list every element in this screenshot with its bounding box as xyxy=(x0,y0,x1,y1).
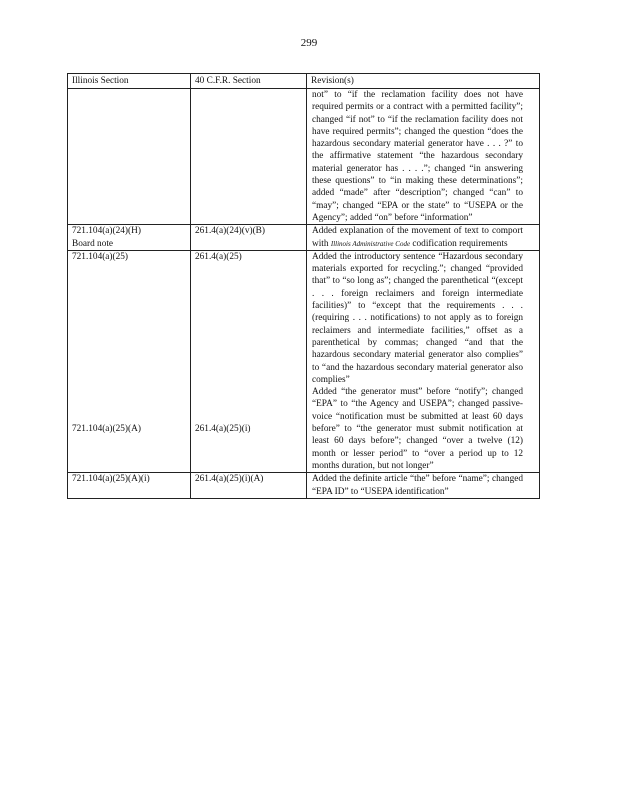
cfr-section-value: 261.4(a)(25) xyxy=(195,251,242,262)
illinois-section-cell xyxy=(68,250,191,472)
revision-text: Added “the generator must” before “notify”; changed “EPA” to “the Agency and USEPA”; changed passive-voice “notification must be submitted at least 60 days before” to “the generator must submit notification at least 60 days before”; changed “over a twelve (12) month or lesser period” to “over a period up to 12 months duration, but not longer” xyxy=(312,387,523,471)
illinois-section-cell xyxy=(68,225,191,251)
table-row xyxy=(68,89,540,225)
board-note-label: Board note xyxy=(72,238,114,249)
header-cfr-section: 40 C.F.R. Section xyxy=(191,74,307,89)
revision-cell: Added the definite article “the” before “name”; changed “EPA ID” to “USEPA identification” xyxy=(307,473,540,499)
table-row xyxy=(68,473,540,499)
cfr-section-cell xyxy=(191,250,307,472)
row-spacer xyxy=(72,263,186,423)
revision-text: Added explanation of the movement of text to comport with xyxy=(312,226,523,249)
illinois-section-value: 721.104(a)(25)(A) xyxy=(72,424,141,435)
illinois-section-value: 721.104(a)(24)(H) xyxy=(72,226,141,237)
illinois-section-value: 721.104(a)(25) xyxy=(72,251,129,262)
revision-cell xyxy=(307,225,540,251)
cfr-section-value: 261.4(a)(25)(i) xyxy=(195,424,251,435)
table-row xyxy=(68,250,540,472)
revisions-table xyxy=(67,73,540,499)
illinois-section-cell: 721.104(a)(25)(A)(i) xyxy=(68,473,191,499)
revision-text: Added the introductory sentence “Hazardous secondary materials exported for recycling.”; changed “provided that” to “so long as”; changed the parenthetical “(except . . . foreign reclaimers and foreign intermediate facilities)” to “except that the requirements . . . (requiring . . . notifications) to not apply as to foreign reclaimers and intermediate facilities,” offset as a parenthetical by commas; changed “and that the hazardous secondary material generator also complies” to “and the hazardous secondary material generator also complies” xyxy=(312,251,523,385)
table-row xyxy=(68,225,540,251)
header-illinois-section: Illinois Section xyxy=(68,74,191,89)
table-header-row xyxy=(68,74,540,89)
cfr-section-cell: 261.4(a)(24)(v)(B) xyxy=(191,225,307,251)
header-revisions: Revision(s) xyxy=(307,74,540,89)
revision-cell: not” to “if the reclamation facility does not have required permits or a contract with a permitted facility”; changed “if not” to “if the reclamation facility does not have required permits”; changed the question “does the hazardous secondary material generator have . . . ?” to the affirmative statement “the hazardous secondary material generator has . . . .”; changed “in answering these questions” to “in making these determinations”; added “made” after “description”; changed “can” to “may”; changed “EPA or the state” to “USEPA or the Agency”; added “on” before “information” xyxy=(307,89,540,225)
illinois-section-cell xyxy=(68,89,191,225)
cfr-section-cell xyxy=(191,89,307,225)
cfr-section-cell: 261.4(a)(25)(i)(A) xyxy=(191,473,307,499)
revision-text-end: codification requirements xyxy=(412,238,508,249)
revision-cell xyxy=(307,250,540,472)
row-spacer xyxy=(195,263,302,423)
revision-citation: Illinois Administrative Code xyxy=(330,239,411,248)
page-number: 299 xyxy=(300,37,318,49)
